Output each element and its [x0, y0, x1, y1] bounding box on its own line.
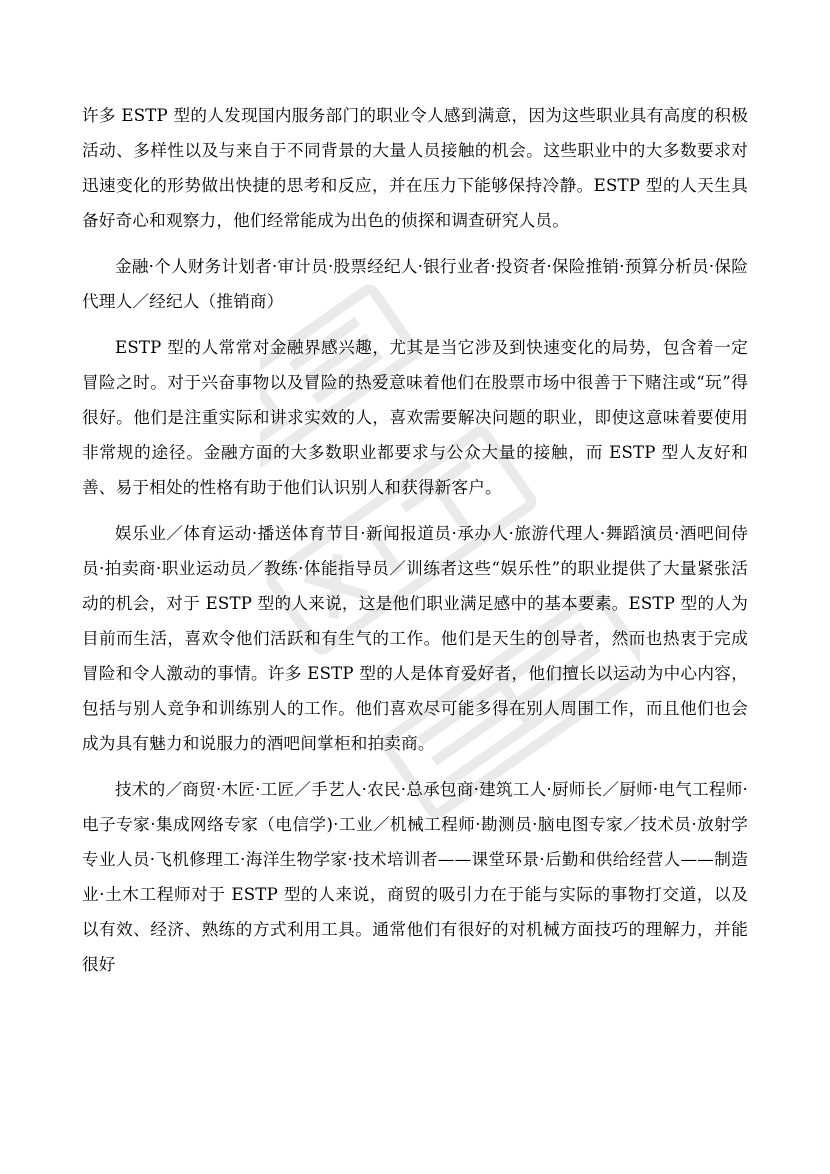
paragraph-entertainment: 娱乐业／体育运动·播送体育节目·新闻报道员·承办人·旅游代理人·舞蹈演员·酒吧间侍员·拍卖商·职业运动员／教练·体能指导员／训练者这些“娱乐性”的职业提供了大量紧张活动的机会，对于 ESTP 型的人来说，这是他们职业满足感中的基本要素。ESTP 型的人为目前而生活，喜欢令他们活跃和有生气的工作。他们是天生的创导者，然而也热衷于完成冒险和令人激动的事情。许多 ESTP 型的人是体育爱好者，他们擅长以运动为中心内容，包括与别人竞争和训练别人的工作。他们喜欢尽可能多得在别人周围工作，而且他们也会成为具有魅力和说服力的酒吧间掌柜和拍卖商。	[82, 524, 748, 753]
paragraph-technical: 技术的／商贸·木匠·工匠／手艺人·农民·总承包商·建筑工人·厨师长／厨师·电气工程师·电子专家·集成网络专家（电信学)·工业／机械工程师·勘测员·脑电图专家／技术员·放射学专业人员·飞机修理工·海洋生物学家·技术培训者——课堂环景·后勤和供给经营人——制造业·土木工程师对于 ESTP 型的人来说，商贸的吸引力在于能与实际的事物打交道，以及以有效、经济、熟练的方式利用工具。通常他们有很好的对机械方面技巧的理解力，并能很好	[82, 780, 748, 974]
paragraph-finance-desc: ESTP 型的人常常对金融界感兴趣，尤其是当它涉及到快速变化的局势，包含着一定冒险之时。对于兴奋事物以及冒险的热爱意味着他们在股票市场中很善于下赌注或“玩”得很好。他们是注重实际和讲求实效的人，喜欢需要解决问题的职业，即使这意味着要使用非常规的途径。金融方面的大多数职业都要求与公众大量的接触，而 ESTP 型人友好和善、易于相处的性格有助于他们认识别人和获得新客户。	[82, 338, 748, 497]
document-page	[82, 98, 748, 993]
paragraph-intro: 许多 ESTP 型的人发现国内服务部门的职业令人感到满意，因为这些职业具有高度的积极活动、多样性以及与来自于不同背景的大量人员接触的机会。这些职业中的大多数要求对迅速变化的形势做出快捷的思考和反应，并在压力下能够保持冷静。ESTP 型的人天生具备好奇心和观察力，他们经常能成为出色的侦探和调查研究人员。	[82, 106, 748, 230]
paragraph-finance-list: 金融·个人财务计划者·审计员·股票经纪人·银行业者·投资者·保险推销·预算分析员·保险代理人／经纪人（推销商）	[82, 257, 748, 311]
